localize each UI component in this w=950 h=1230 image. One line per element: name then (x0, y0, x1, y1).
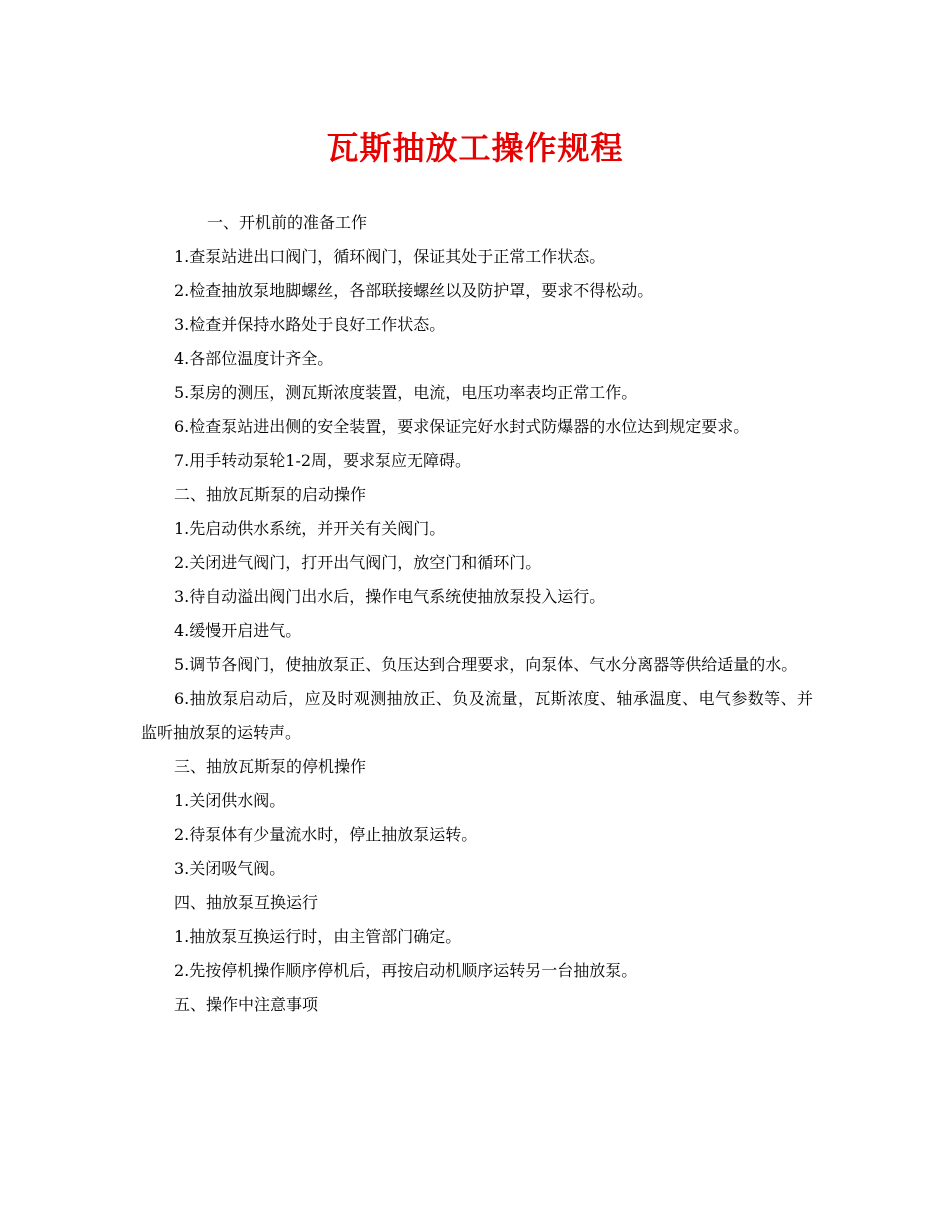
paragraph: 2.先按停机操作顺序停机后，再按启动机顺序运转另一台抽放泵。 (174, 961, 638, 980)
paragraph: 4.缓慢开启进气。 (174, 621, 302, 640)
document-body (141, 206, 813, 1022)
paragraph: 5.调节各阀门，使抽放泵正、负压达到合理要求，向泵体、气水分离器等供给适量的水。 (174, 655, 798, 674)
paragraph: 3.检查并保持水路处于良好工作状态。 (174, 315, 446, 334)
paragraph: 1.关闭供水阀。 (174, 791, 286, 810)
paragraph: 5.泵房的测压，测瓦斯浓度装置，电流，电压功率表均正常工作。 (174, 383, 638, 402)
paragraph: 2.待泵体有少量流水时，停止抽放泵运转。 (174, 825, 478, 844)
section-heading: 五、操作中注意事项 (174, 995, 319, 1014)
section-heading: 三、抽放瓦斯泵的停机操作 (174, 757, 367, 776)
paragraph: 1.抽放泵互换运行时，由主管部门确定。 (174, 927, 462, 946)
paragraph: 6.检查泵站进出侧的安全装置，要求保证完好水封式防爆器的水位达到规定要求。 (174, 417, 750, 436)
paragraph: 4.各部位温度计齐全。 (174, 349, 334, 368)
paragraph: 3.待自动溢出阀门出水后，操作电气系统使抽放泵投入运行。 (174, 587, 606, 606)
paragraph: 1.查泵站进出口阀门，循环阀门，保证其处于正常工作状态。 (174, 247, 606, 266)
section-heading: 二、抽放瓦斯泵的启动操作 (174, 485, 367, 504)
paragraph: 7.用手转动泵轮1-2周，要求泵应无障碍。 (174, 451, 472, 470)
paragraph: 3.关闭吸气阀。 (174, 859, 286, 878)
paragraph: 6.抽放泵启动后，应及时观测抽放正、负及流量，瓦斯浓度、轴承温度、电气参数等、并监听抽放泵的运转声。 (141, 689, 813, 742)
paragraph: 1.先启动供水系统，并开关有关阀门。 (174, 519, 446, 538)
document-title: 瓦斯抽放工操作规程 (326, 129, 624, 167)
paragraph: 2.关闭进气阀门，打开出气阀门，放空门和循环门。 (174, 553, 542, 572)
section-heading: 四、抽放泵互换运行 (174, 893, 319, 912)
section-heading: 一、开机前的准备工作 (207, 213, 368, 232)
paragraph: 2.检查抽放泵地脚螺丝，各部联接螺丝以及防护罩，要求不得松动。 (174, 281, 654, 300)
